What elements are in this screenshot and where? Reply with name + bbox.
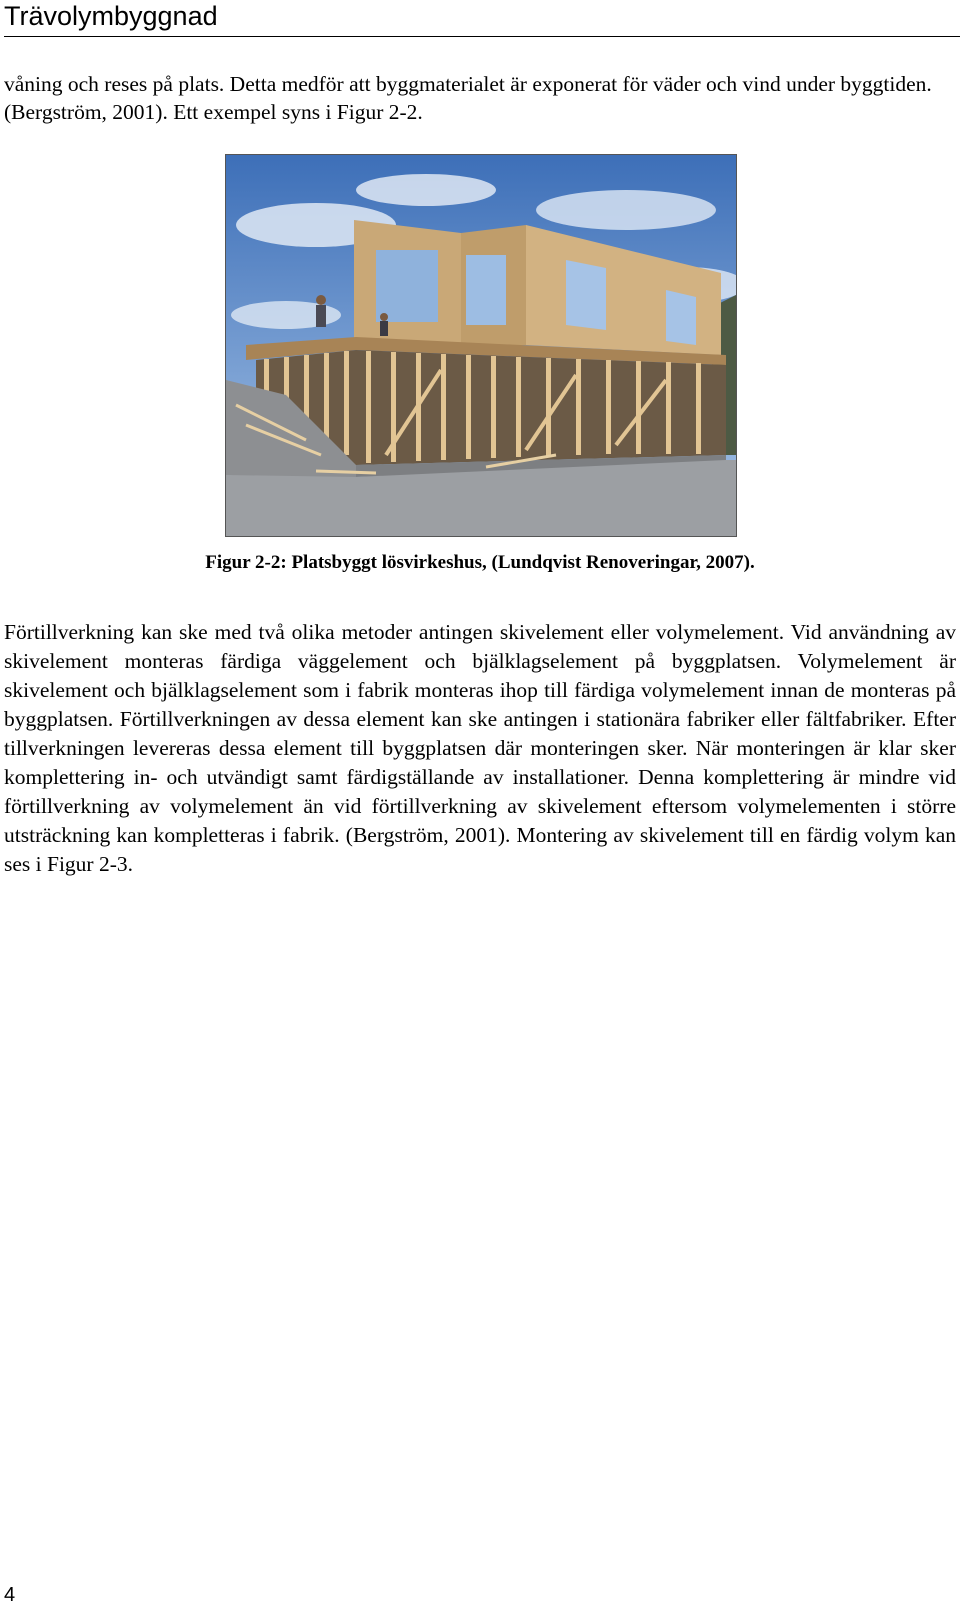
figure-construction-photo [225, 154, 737, 537]
photo-cloud [356, 174, 496, 206]
construction-photo [226, 155, 736, 536]
photo-worker [316, 295, 326, 305]
page-title: Trävolymbyggnad [4, 1, 218, 31]
body-paragraph: Förtillverkning kan ske med två olika metoder antingen skivelement eller volymelement. Vid användning av skivelement monteras färdiga väggelement och bjälklagselement på byggplatsen. Volymelement är skivelement och bjälklagselement som i fabrik monteras ihop till färdiga volymelement innan de monteras på byggplatsen. Förtillverkningen av dessa element kan ske antingen i stationära fabriker eller fältfabriker. Efter tillverkningen levereras dessa element till byggplatsen där monteringen sker. När monteringen är klar sker komplettering in- och utvändigt samt färdigställande av installationer. Denna komplettering är mindre vid förtillverkning av volymelement än vid förtillverkning av skivelement eftersom volymelementen i större utsträckning kan kompletteras i fabrik. (Bergström, 2001). Montering av skivelement till en färdig volym kan ses i Figur 2-3. [4, 620, 956, 876]
photo-window [376, 250, 438, 322]
photo-worker [316, 305, 326, 327]
photo-cloud [536, 190, 716, 230]
photo-window [666, 290, 696, 345]
photo-window [466, 255, 506, 325]
page-number: 4 [4, 1584, 16, 1606]
intro-paragraph: våning och reses på plats. Detta medför att byggmaterialet är exponerat för väder och vind under byggtiden. (Bergström, 2001). Ett exempel syns i Figur 2-2. [4, 72, 932, 124]
photo-window [566, 260, 606, 330]
figure-caption: Figur 2-2: Platsbyggt lösvirkeshus, (Lundqvist Renoveringar, 2007). [205, 552, 755, 573]
page-header [4, 0, 960, 37]
photo-worker [380, 321, 388, 336]
photo-worker [380, 313, 388, 321]
